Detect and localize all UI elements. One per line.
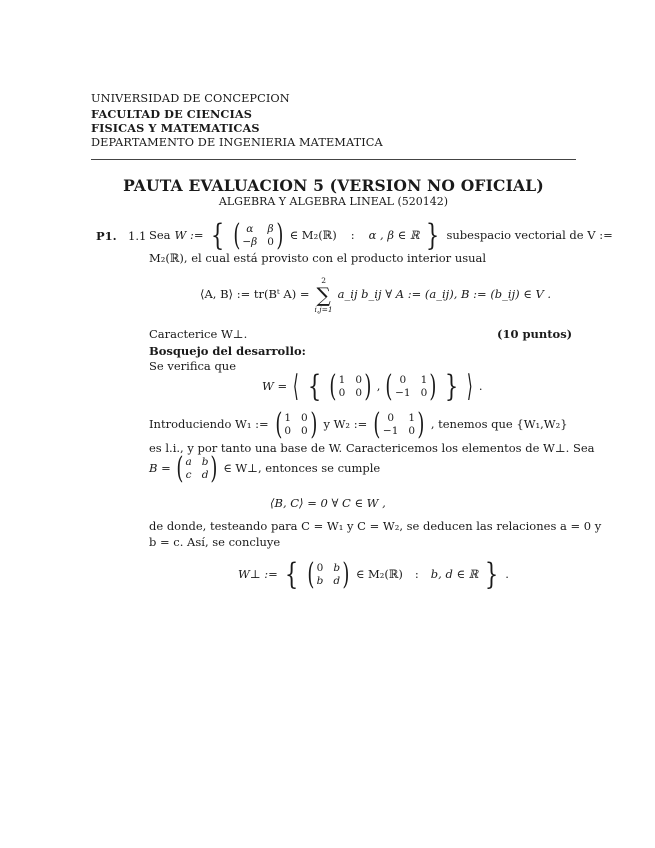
inner-product-formula [200,275,551,315]
left-brace: { [210,218,224,253]
faculty-name-2: FISICAS Y MATEMATICAS [91,121,260,136]
department-name: DEPARTAMENTO DE INGENIERIA MATEMATICA [91,135,383,149]
matrix-W2-def: ( 0 1 −1 0 ) [373,407,425,442]
document-title: PAUTA EVALUACION 5 (VERSION NO OFICIAL) [123,176,544,195]
orthogonality-condition: ⟨B, C⟩ = 0 ∀ C ∈ W , [270,496,386,510]
B-definition: B = ( a b c d ) ∈ W⊥, entonces se cumple [149,451,381,486]
faculty-name: FACULTAD DE CIENCIAS [91,106,253,121]
colon: : [350,228,355,243]
W-span-equation: W = ⟨ { ( 1 0 0 0 ) , ( 0 1 −1 0 ) } ⟩ . [262,369,483,404]
inner-product-intro: M₂(ℝ), el cual está provisto con el producto interior usual [149,251,487,265]
condition-text: α , β ∈ ℝ [368,228,420,243]
summation-symbol: 2 ∑ i,j=1 [314,276,333,314]
institution-header [91,92,591,150]
ip-left: ⟨A, B⟩ := tr(Bᵗ A) = [200,287,310,302]
intro-W1-W2: Introduciendo W₁ := ( 1 0 0 0 ) y W₂ := ( 0 1 −1 0 ) , tenemos que {W₁,W₂} [149,407,568,442]
subspace-text: subespacio vectorial de V := [446,228,613,243]
header-divider [91,159,576,160]
matrix-B: ( a b c d ) [176,451,218,486]
sea-text: Sea [149,228,171,243]
matrix-W1: ( 1 0 0 0 ) [329,369,372,404]
W-def-text: W := [174,228,204,243]
deduction-text: de donde, testeando para C = W₁ y C = W₂, se deducen las relaciones a = 0 y [149,519,602,533]
document-subtitle: ALGEBRA Y ALGEBRA LINEAL (520142) [218,195,449,208]
verifica-text: Se verifica que [149,359,237,373]
points-label: (10 puntos) [497,327,573,341]
matrix-W-perp: ( 0 b b d ) [307,557,350,592]
W-perp-result: W⊥ := { ( 0 b b d ) ∈ M₂(ℝ) : b, d ∈ ℝ } . [238,557,509,592]
university-name: UNIVERSIDAD DE CONCEPCION [91,92,290,105]
caracterice-text: Caracterice W⊥. [149,327,248,341]
in-M2-text: ∈ M₂(ℝ) [289,228,337,243]
development-heading: Bosquejo del desarrollo: [149,344,306,358]
W-definition [149,216,613,256]
ip-right: a_ij b_ij ∀ A := (a_ij), B := (b_ij) ∈ V . [337,287,552,302]
problem-label: P1. [96,229,117,243]
matrix-W-general: ( α β −β 0 ) [232,218,284,253]
right-brace: } [426,218,440,253]
li-text: es l.i., y por tanto una base de W. Caractericemos los elementos de W⊥. Sea [149,441,595,455]
matrix-W1-def: ( 1 0 0 0 ) [274,407,318,442]
matrix-W2: ( 0 1 −1 0 ) [385,369,437,404]
conclusion-text: b = c. Así, se concluye [149,535,281,549]
item-number: 1.1 [128,229,147,243]
